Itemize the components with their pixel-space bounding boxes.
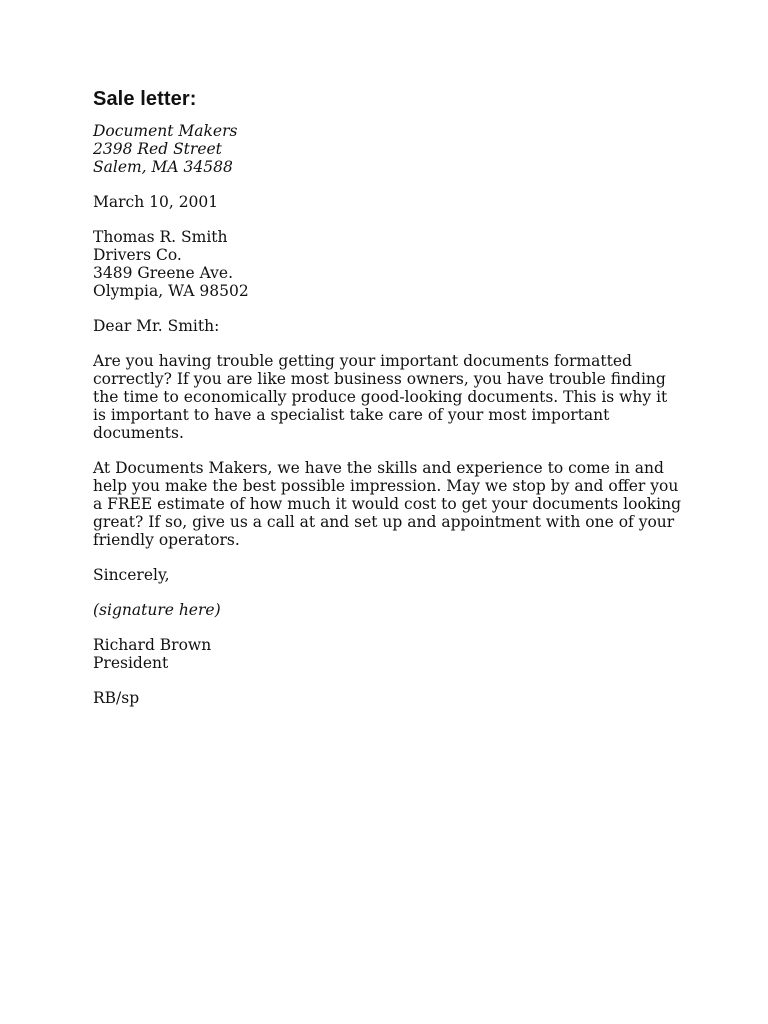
- recipient-city-state-zip: Olympia, WA 98502: [93, 282, 249, 300]
- sender-city-state-zip: Salem, MA 34588: [93, 158, 233, 176]
- recipient-company: Drivers Co.: [93, 246, 182, 264]
- recipient-name: Thomas R. Smith: [93, 228, 228, 246]
- signature-placeholder: [93, 601, 708, 619]
- signature-text: (signature here): [93, 601, 221, 619]
- body-paragraph-1: Are you having trouble getting your important documents formatted correctly? If you are like most business owners, you have trouble finding the time to economically produce good-looking documents. This is why it is important to have a specialist take care of your most important documents.: [93, 352, 668, 442]
- recipient-address: [93, 228, 708, 300]
- salutation-text: Dear Mr. Smith:: [93, 317, 220, 335]
- signer-block: [93, 636, 708, 672]
- signer-name: Richard Brown: [93, 636, 212, 654]
- reference-initials-text: RB/sp: [93, 689, 140, 707]
- letter-date: [93, 193, 708, 211]
- recipient-street: 3489 Greene Ave.: [93, 264, 234, 282]
- reference-initials: [93, 689, 708, 707]
- sender-street: 2398 Red Street: [93, 140, 222, 158]
- closing-text: Sincerely,: [93, 566, 170, 584]
- closing: [93, 566, 708, 584]
- date-text: March 10, 2001: [93, 193, 219, 211]
- page-title: Sale letter:: [93, 88, 197, 110]
- signer-title: President: [93, 654, 169, 672]
- body-paragraph-2: At Documents Makers, we have the skills and experience to come in and help you make the best possible impression. May we stop by and offer you a FREE estimate of how much it would cost to get your documents looking great? If so, give us a call at and set up and appointment with one of your friendly operators.: [93, 459, 682, 549]
- salutation: [93, 317, 708, 335]
- sender-company: Document Makers: [93, 122, 238, 140]
- sender-address: [93, 122, 708, 176]
